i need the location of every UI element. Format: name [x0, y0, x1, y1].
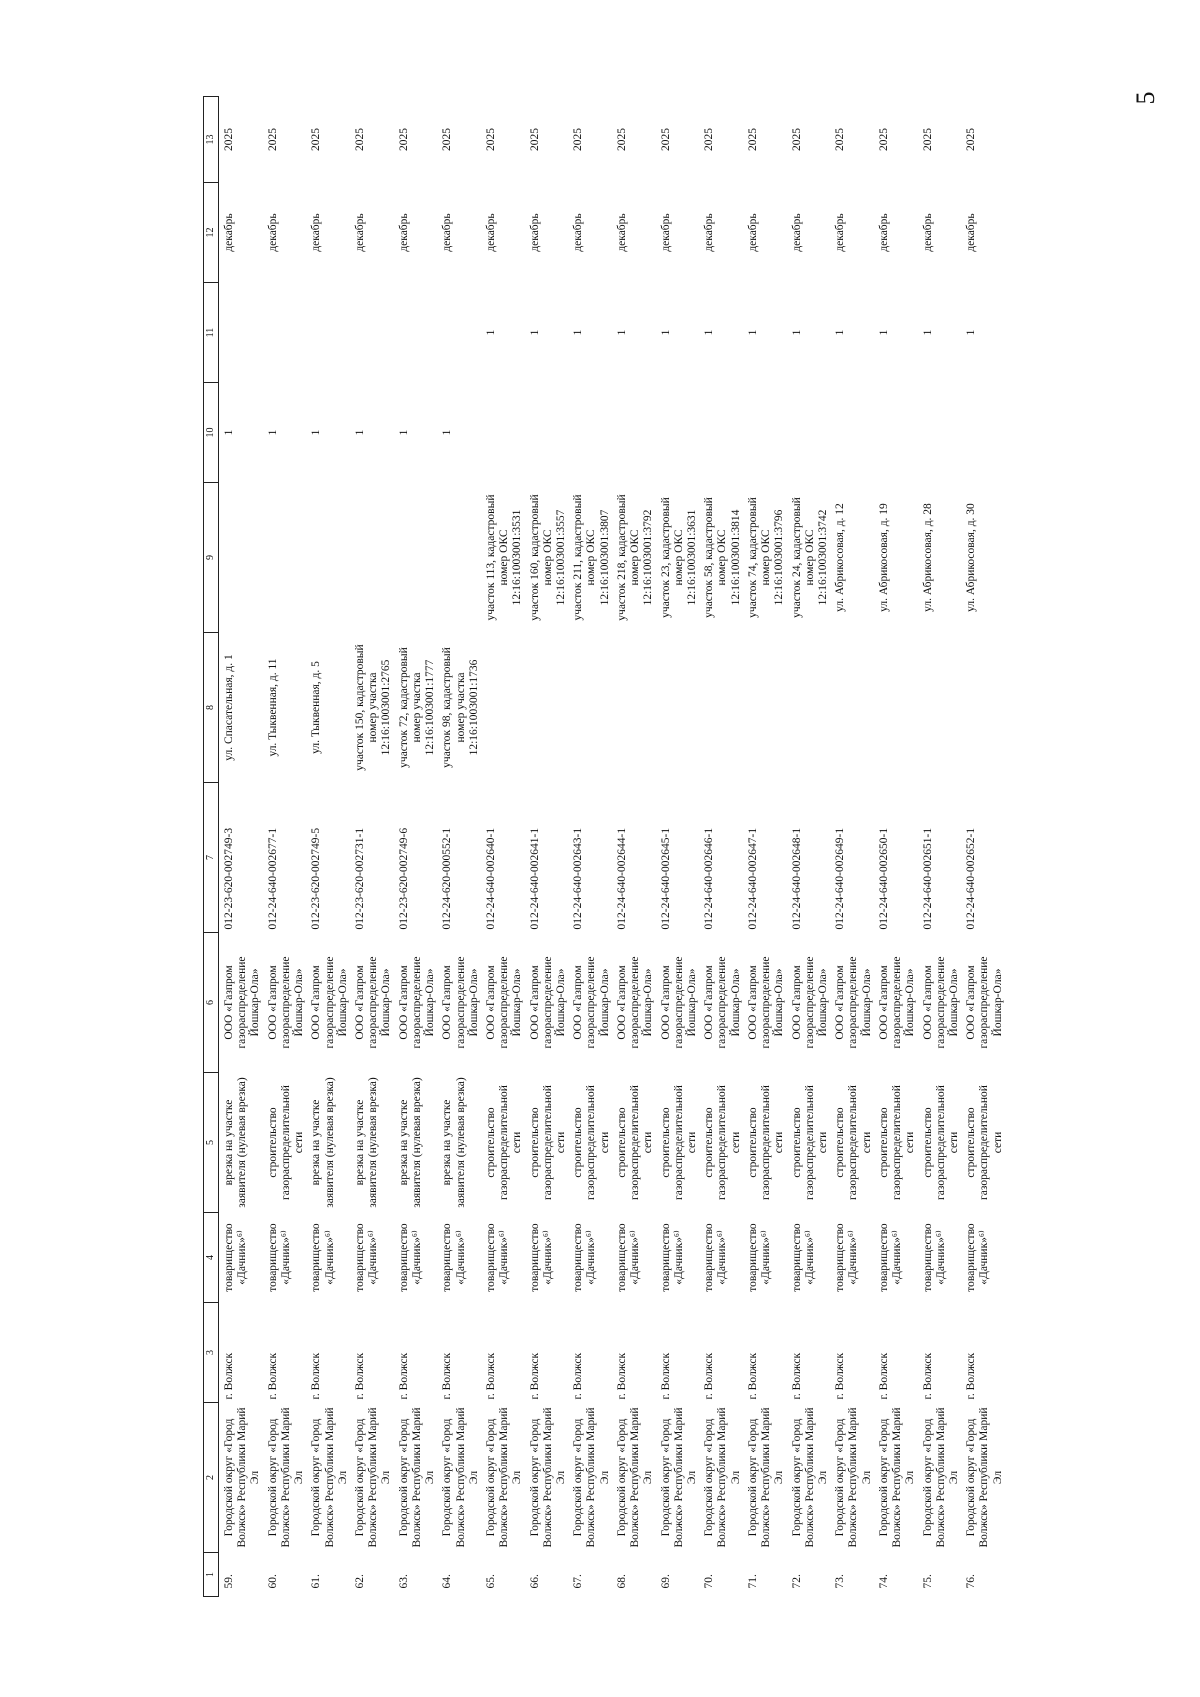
- cell-work-type: врезка на участке заявителя (нулевая врезка): [223, 1077, 249, 1208]
- cell-work-type: строительство газораспределительной сети: [572, 1085, 611, 1200]
- cell-address-a: [961, 633, 1005, 783]
- cell-contract-number: 012-24-640-002641-1: [528, 827, 541, 930]
- cell-count-a: [525, 383, 569, 483]
- cell-count-b: [219, 283, 263, 383]
- column-number: 12: [204, 183, 219, 283]
- table-row: [568, 97, 612, 1597]
- cell-organization: ООО «Газпром газораспределение Йошкар-Ола»: [528, 956, 568, 1049]
- cell-address-a: [612, 633, 656, 783]
- cell-settlement: г. Волжск: [790, 1352, 803, 1400]
- cell-territory: товарищество «Дачник»⁶⁾: [353, 1223, 380, 1292]
- cell-row-number: 73.: [834, 1574, 847, 1589]
- table-row: [306, 97, 350, 1597]
- cell-month: декабрь: [790, 213, 803, 252]
- cell-month: декабрь: [659, 213, 672, 252]
- cell-territory: товарищество «Дачник»⁶⁾: [441, 1223, 467, 1292]
- cell-organization: ООО «Газпром газораспределение Йошкар-Ола»: [790, 956, 829, 1049]
- cell-municipality: Городской округ «Город Волжск» Республики Марий Эл: [310, 1407, 349, 1548]
- cell-settlement: г. Волжск: [834, 1352, 847, 1400]
- cell-address-a: [830, 633, 874, 783]
- cell-address-a: [918, 633, 962, 783]
- cell-settlement: г. Волжск: [659, 1352, 672, 1400]
- table-row: [830, 97, 874, 1597]
- cell-address-b: участок 160, кадастровый номер ОКС 12:16:1003001:3557: [528, 494, 568, 621]
- cell-count-b: 1: [659, 329, 672, 336]
- cell-address-a: ул. Тыквенная, д. 11: [266, 658, 279, 757]
- cell-row-number: 59.: [223, 1574, 235, 1589]
- cell-municipality: Городской округ «Город Волжск» Республики Марий Эл: [266, 1407, 306, 1548]
- cell-settlement: г. Волжск: [921, 1352, 934, 1400]
- cell-address-b: ул. Абрикосовая, д. 30: [965, 503, 978, 612]
- cell-address-b: [394, 483, 438, 633]
- cell-month: декабрь: [703, 213, 716, 252]
- cell-count-b: 1: [790, 329, 803, 336]
- cell-work-type: строительство газораспределительной сети: [484, 1085, 524, 1200]
- cell-settlement: г. Волжск: [746, 1352, 759, 1400]
- cell-organization: ООО «Газпром газораспределение Йошкар-Ола»: [353, 956, 393, 1049]
- cell-work-type: строительство газораспределительной сети: [659, 1085, 698, 1200]
- cell-address-b: участок 24, кадастровый номер ОКС 12:16:1003001:3742: [790, 497, 829, 618]
- cell-count-b: 1: [615, 329, 628, 336]
- cell-address-a: ул. Спасательная, д. 1: [223, 654, 235, 761]
- cell-settlement: г. Волжск: [397, 1352, 410, 1400]
- cell-territory: товарищество «Дачник»⁶⁾: [572, 1223, 598, 1292]
- cell-count-a: [699, 383, 743, 483]
- cell-contract-number: 012-24-640-002643-1: [572, 827, 585, 930]
- table-row: [918, 97, 962, 1597]
- cell-count-b: [437, 283, 481, 383]
- column-number-row: [204, 97, 219, 1597]
- table-row: [656, 97, 700, 1597]
- cell-territory: товарищество «Дачник»⁶⁾: [528, 1223, 554, 1292]
- cell-municipality: Городской округ «Город Волжск» Республики Марий Эл: [965, 1407, 1004, 1548]
- table-row: [481, 97, 525, 1597]
- column-number: 1: [204, 1553, 219, 1597]
- cell-address-a: ул. Тыквенная, д. 5: [310, 661, 323, 754]
- cell-row-number: 72.: [790, 1574, 803, 1589]
- cell-municipality: Городской округ «Город Волжск» Республики Марий Эл: [877, 1407, 917, 1548]
- cell-territory: товарищество «Дачник»⁶⁾: [223, 1223, 249, 1292]
- cell-address-a: [568, 633, 612, 783]
- cell-address-b: участок 218, кадастровый номер ОКС 12:16:1003001:3792: [615, 494, 655, 621]
- table-body: [219, 97, 1005, 1597]
- cell-work-type: строительство газораспределительной сети: [877, 1085, 917, 1200]
- cell-organization: ООО «Газпром газораспределение Йошкар-Ола»: [310, 956, 349, 1049]
- cell-address-a: [874, 633, 918, 783]
- table-row: [525, 97, 569, 1597]
- cell-contract-number: 012-24-640-002677-1: [266, 827, 279, 930]
- column-number: 10: [204, 383, 219, 483]
- cell-year: 2025: [528, 128, 541, 151]
- cell-year: 2025: [615, 128, 628, 151]
- cell-count-a: [568, 383, 612, 483]
- cell-work-type: строительство газораспределительной сети: [790, 1085, 829, 1200]
- cell-row-number: 76.: [965, 1574, 978, 1589]
- cell-address-a: [656, 633, 700, 783]
- cell-year: 2025: [572, 128, 585, 151]
- table-row: [394, 97, 438, 1597]
- cell-municipality: Городской округ «Город Волжск» Республики Марий Эл: [834, 1407, 873, 1548]
- cell-year: 2025: [353, 128, 366, 151]
- cell-work-type: строительство газораспределительной сети: [615, 1085, 655, 1200]
- cell-month: декабрь: [965, 213, 978, 252]
- column-number: 13: [204, 97, 219, 183]
- cell-municipality: Городской округ «Город Волжск» Республики Марий Эл: [703, 1407, 742, 1548]
- cell-year: 2025: [703, 128, 716, 151]
- cell-year: 2025: [965, 128, 978, 151]
- cell-address-a: [525, 633, 569, 783]
- cell-work-type: строительство газораспределительной сети: [746, 1085, 786, 1200]
- cell-settlement: г. Волжск: [572, 1352, 585, 1400]
- cell-address-b: ул. Абрикосовая, д. 12: [834, 503, 847, 612]
- cell-month: декабрь: [572, 213, 585, 252]
- cell-organization: ООО «Газпром газораспределение Йошкар-Ола»: [615, 956, 655, 1049]
- cell-count-a: 1: [310, 429, 323, 436]
- cell-count-a: [612, 383, 656, 483]
- cell-settlement: г. Волжск: [528, 1352, 541, 1400]
- cell-row-number: 66.: [528, 1574, 541, 1589]
- cell-count-b: [306, 283, 350, 383]
- cell-organization: ООО «Газпром газораспределение Йошкар-Ола»: [266, 956, 306, 1049]
- cell-territory: товарищество «Дачник»⁶⁾: [484, 1223, 511, 1292]
- cell-contract-number: 012-24-640-002650-1: [877, 827, 890, 930]
- cell-count-b: 1: [746, 329, 759, 336]
- cell-address-a: участок 98, кадастровый номер участка 12:16:1003001:1736: [441, 647, 480, 768]
- table-row: [787, 97, 831, 1597]
- cell-year: 2025: [921, 128, 934, 151]
- cell-territory: товарищество «Дачник»⁶⁾: [310, 1223, 336, 1292]
- cell-municipality: Городской округ «Город Волжск» Республики Марий Эл: [746, 1407, 786, 1548]
- cell-month: декабрь: [266, 213, 279, 252]
- cell-settlement: г. Волжск: [484, 1352, 497, 1400]
- cell-municipality: Городской округ «Город Волжск» Республики Марий Эл: [353, 1407, 393, 1548]
- table-row: [437, 97, 481, 1597]
- cell-row-number: 65.: [484, 1574, 497, 1589]
- cell-month: декабрь: [877, 213, 890, 252]
- cell-territory: товарищество «Дачник»⁶⁾: [659, 1223, 685, 1292]
- table-row: [219, 97, 263, 1597]
- column-number: 3: [204, 1303, 219, 1403]
- cell-address-b: [350, 483, 394, 633]
- cell-municipality: Городской округ «Город Волжск» Республики Марий Эл: [441, 1407, 480, 1548]
- cell-work-type: врезка на участке заявителя (нулевая врезка): [441, 1077, 467, 1208]
- cell-count-a: 1: [441, 429, 454, 436]
- cell-count-b: 1: [921, 329, 934, 336]
- cell-territory: товарищество «Дачник»⁶⁾: [790, 1223, 816, 1292]
- cell-contract-number: 012-24-640-002651-1: [921, 827, 934, 930]
- cell-settlement: г. Волжск: [703, 1352, 716, 1400]
- cell-settlement: г. Волжск: [615, 1352, 628, 1400]
- cell-count-b: 1: [834, 329, 847, 336]
- cell-month: декабрь: [834, 213, 847, 252]
- column-number: 7: [204, 783, 219, 933]
- cell-contract-number: 012-23-620-002749-3: [223, 827, 235, 930]
- page-number: 5: [1131, 91, 1160, 105]
- cell-count-b: 1: [877, 329, 890, 336]
- cell-row-number: 70.: [703, 1574, 716, 1589]
- cell-month: декабрь: [310, 213, 323, 252]
- cell-address-b: [437, 483, 481, 633]
- cell-organization: ООО «Газпром газораспределение Йошкар-Ола»: [921, 956, 960, 1049]
- cell-address-b: ул. Абрикосовая, д. 28: [921, 503, 934, 612]
- cell-contract-number: 012-24-640-002648-1: [790, 827, 803, 930]
- cell-row-number: 74.: [877, 1574, 890, 1589]
- cell-contract-number: 012-23-620-002749-5: [310, 827, 323, 930]
- cell-count-b: 1: [572, 329, 585, 336]
- cell-month: декабрь: [484, 213, 497, 252]
- cell-count-b: 1: [703, 329, 716, 336]
- cell-row-number: 68.: [615, 1574, 628, 1589]
- cell-contract-number: 012-24-640-002647-1: [746, 827, 759, 930]
- column-number: 9: [204, 483, 219, 633]
- cell-address-b: ул. Абрикосовая, д. 19: [877, 503, 890, 612]
- cell-municipality: Городской округ «Город Волжск» Республики Марий Эл: [484, 1407, 524, 1548]
- cell-contract-number: 012-24-620-000552-1: [441, 827, 454, 930]
- cell-territory: товарищество «Дачник»⁶⁾: [703, 1223, 729, 1292]
- column-number: 6: [204, 933, 219, 1073]
- cell-territory: товарищество «Дачник»⁶⁾: [965, 1223, 991, 1292]
- cell-settlement: г. Волжск: [441, 1352, 454, 1400]
- cell-row-number: 63.: [397, 1574, 410, 1589]
- cell-organization: ООО «Газпром газораспределение Йошкар-Ола»: [703, 956, 742, 1049]
- cell-row-number: 75.: [921, 1574, 934, 1589]
- cell-year: 2025: [266, 128, 279, 151]
- cell-contract-number: 012-24-640-002645-1: [659, 827, 672, 930]
- table-row: [350, 97, 394, 1597]
- cell-month: декабрь: [397, 213, 410, 252]
- cell-count-a: [918, 383, 962, 483]
- cell-month: декабрь: [528, 213, 541, 252]
- cell-year: 2025: [223, 128, 235, 151]
- cell-count-b: 1: [965, 329, 978, 336]
- cell-count-b: [263, 283, 307, 383]
- cell-organization: ООО «Газпром газораспределение Йошкар-Ола»: [746, 956, 786, 1049]
- gasification-table: [203, 96, 1005, 1597]
- cell-count-b: [394, 283, 438, 383]
- cell-territory: товарищество «Дачник»⁶⁾: [615, 1223, 642, 1292]
- cell-count-a: 1: [353, 429, 366, 436]
- cell-work-type: строительство газораспределительной сети: [921, 1085, 960, 1200]
- cell-count-a: 1: [223, 429, 235, 436]
- cell-territory: товарищество «Дачник»⁶⁾: [746, 1223, 773, 1292]
- cell-count-a: [656, 383, 700, 483]
- cell-contract-number: 012-24-640-002646-1: [703, 827, 716, 930]
- cell-organization: ООО «Газпром газораспределение Йошкар-Ола»: [484, 956, 524, 1049]
- cell-row-number: 61.: [310, 1574, 323, 1589]
- cell-address-a: [743, 633, 787, 783]
- cell-organization: ООО «Газпром газораспределение Йошкар-Ола»: [223, 956, 262, 1049]
- cell-count-a: [481, 383, 525, 483]
- cell-year: 2025: [877, 128, 890, 151]
- cell-address-b: участок 74, кадастровый номер ОКС 12:16:1003001:3796: [746, 497, 786, 618]
- cell-month: декабрь: [353, 213, 366, 252]
- cell-work-type: врезка на участке заявителя (нулевая врезка): [353, 1077, 380, 1208]
- cell-address-a: [481, 633, 525, 783]
- table-row: [743, 97, 787, 1597]
- cell-municipality: Городской округ «Город Волжск» Республики Марий Эл: [615, 1407, 655, 1548]
- cell-month: декабрь: [223, 213, 235, 252]
- cell-year: 2025: [659, 128, 672, 151]
- cell-contract-number: 012-24-640-002652-1: [965, 827, 978, 930]
- cell-settlement: г. Волжск: [353, 1352, 366, 1400]
- cell-territory: товарищество «Дачник»⁶⁾: [877, 1223, 904, 1292]
- cell-work-type: врезка на участке заявителя (нулевая врезка): [310, 1077, 336, 1208]
- cell-address-a: [699, 633, 743, 783]
- cell-year: 2025: [790, 128, 803, 151]
- cell-settlement: г. Волжск: [877, 1352, 890, 1400]
- cell-year: 2025: [746, 128, 759, 151]
- cell-work-type: строительство газораспределительной сети: [834, 1085, 873, 1200]
- cell-count-a: [787, 383, 831, 483]
- cell-municipality: Городской округ «Город Волжск» Республики Марий Эл: [790, 1407, 829, 1548]
- cell-count-a: 1: [266, 429, 279, 436]
- column-number: 8: [204, 633, 219, 783]
- cell-address-a: [787, 633, 831, 783]
- cell-count-a: [743, 383, 787, 483]
- cell-organization: ООО «Газпром газораспределение Йошкар-Ола»: [877, 956, 917, 1049]
- cell-municipality: Городской округ «Город Волжск» Республики Марий Эл: [659, 1407, 698, 1548]
- cell-municipality: Городской округ «Город Волжск» Республики Марий Эл: [223, 1407, 262, 1548]
- cell-month: декабрь: [441, 213, 454, 252]
- cell-contract-number: 012-24-640-002644-1: [615, 827, 628, 930]
- cell-count-b: [350, 283, 394, 383]
- cell-address-b: [219, 483, 263, 633]
- cell-organization: ООО «Газпром газораспределение Йошкар-Ола»: [659, 956, 698, 1049]
- cell-contract-number: 012-23-620-002731-1: [353, 827, 366, 930]
- cell-row-number: 60.: [266, 1574, 279, 1589]
- cell-work-type: строительство газораспределительной сети: [965, 1085, 1004, 1200]
- cell-address-a: участок 150, кадастровый номер участка 12:16:1003001:2765: [353, 644, 393, 771]
- cell-count-a: [961, 383, 1005, 483]
- table-row: [874, 97, 918, 1597]
- column-number: 11: [204, 283, 219, 383]
- cell-row-number: 64.: [441, 1574, 454, 1589]
- cell-contract-number: 012-23-620-002749-6: [397, 827, 410, 930]
- cell-settlement: г. Волжск: [223, 1352, 235, 1400]
- cell-address-b: [263, 483, 307, 633]
- cell-territory: товарищество «Дачник»⁶⁾: [834, 1223, 860, 1292]
- cell-territory: товарищество «Дачник»⁶⁾: [266, 1223, 292, 1292]
- cell-address-b: участок 211, кадастровый номер ОКС 12:16:1003001:3807: [572, 494, 611, 621]
- cell-count-a: [874, 383, 918, 483]
- cell-month: декабрь: [615, 213, 628, 252]
- table-row: [612, 97, 656, 1597]
- table-row: [263, 97, 307, 1597]
- cell-row-number: 71.: [746, 1574, 759, 1589]
- cell-address-b: [306, 483, 350, 633]
- cell-count-b: 1: [528, 329, 541, 336]
- cell-year: 2025: [834, 128, 847, 151]
- cell-organization: ООО «Газпром газораспределение Йошкар-Ола»: [397, 956, 437, 1049]
- cell-municipality: Городской округ «Город Волжск» Республики Марий Эл: [528, 1407, 568, 1548]
- cell-territory: товарищество «Дачник»⁶⁾: [921, 1223, 947, 1292]
- cell-count-a: 1: [397, 429, 410, 436]
- cell-year: 2025: [441, 128, 454, 151]
- cell-contract-number: 012-24-640-002640-1: [484, 827, 497, 930]
- cell-address-a: участок 72, кадастровый номер участка 12:16:1003001:1777: [397, 647, 437, 768]
- cell-settlement: г. Волжск: [965, 1352, 978, 1400]
- cell-year: 2025: [484, 128, 497, 151]
- column-number: 5: [204, 1073, 219, 1213]
- column-number: 4: [204, 1213, 219, 1303]
- cell-row-number: 62.: [353, 1574, 366, 1589]
- cell-count-b: 1: [484, 329, 497, 336]
- cell-contract-number: 012-24-640-002649-1: [834, 827, 847, 930]
- cell-address-b: участок 113, кадастровый номер ОКС 12:16:1003001:3531: [484, 494, 524, 621]
- cell-municipality: Городской округ «Город Волжск» Республики Марий Эл: [572, 1407, 611, 1548]
- table-row: [961, 97, 1005, 1597]
- cell-address-b: участок 23, кадастровый номер ОКС 12:16:1003001:3631: [659, 497, 698, 618]
- cell-organization: ООО «Газпром газораспределение Йошкар-Ола»: [834, 956, 873, 1049]
- cell-settlement: г. Волжск: [310, 1352, 323, 1400]
- cell-year: 2025: [310, 128, 323, 151]
- cell-row-number: 69.: [659, 1574, 672, 1589]
- cell-organization: ООО «Газпром газораспределение Йошкар-Ола»: [441, 956, 480, 1049]
- cell-count-a: [830, 383, 874, 483]
- cell-settlement: г. Волжск: [266, 1352, 279, 1400]
- cell-month: декабрь: [746, 213, 759, 252]
- cell-work-type: строительство газораспределительной сети: [703, 1085, 742, 1200]
- cell-address-b: участок 58, кадастровый номер ОКС 12:16:1003001:3814: [703, 497, 742, 618]
- column-number: 2: [204, 1403, 219, 1553]
- cell-year: 2025: [397, 128, 410, 151]
- cell-organization: ООО «Газпром газораспределение Йошкар-Ола»: [965, 956, 1004, 1049]
- cell-month: декабрь: [921, 213, 934, 252]
- cell-row-number: 67.: [572, 1574, 585, 1589]
- table-row: [699, 97, 743, 1597]
- cell-work-type: строительство газораспределительной сети: [266, 1085, 306, 1200]
- cell-municipality: Городской округ «Город Волжск» Республики Марий Эл: [397, 1407, 437, 1548]
- rotated-table-container: [203, 97, 1003, 1597]
- cell-organization: ООО «Газпром газораспределение Йошкар-Ола»: [572, 956, 611, 1049]
- cell-work-type: врезка на участке заявителя (нулевая врезка): [397, 1077, 423, 1208]
- cell-municipality: Городской округ «Город Волжск» Республики Марий Эл: [921, 1407, 960, 1548]
- cell-work-type: строительство газораспределительной сети: [528, 1085, 568, 1200]
- cell-territory: товарищество «Дачник»⁶⁾: [397, 1223, 423, 1292]
